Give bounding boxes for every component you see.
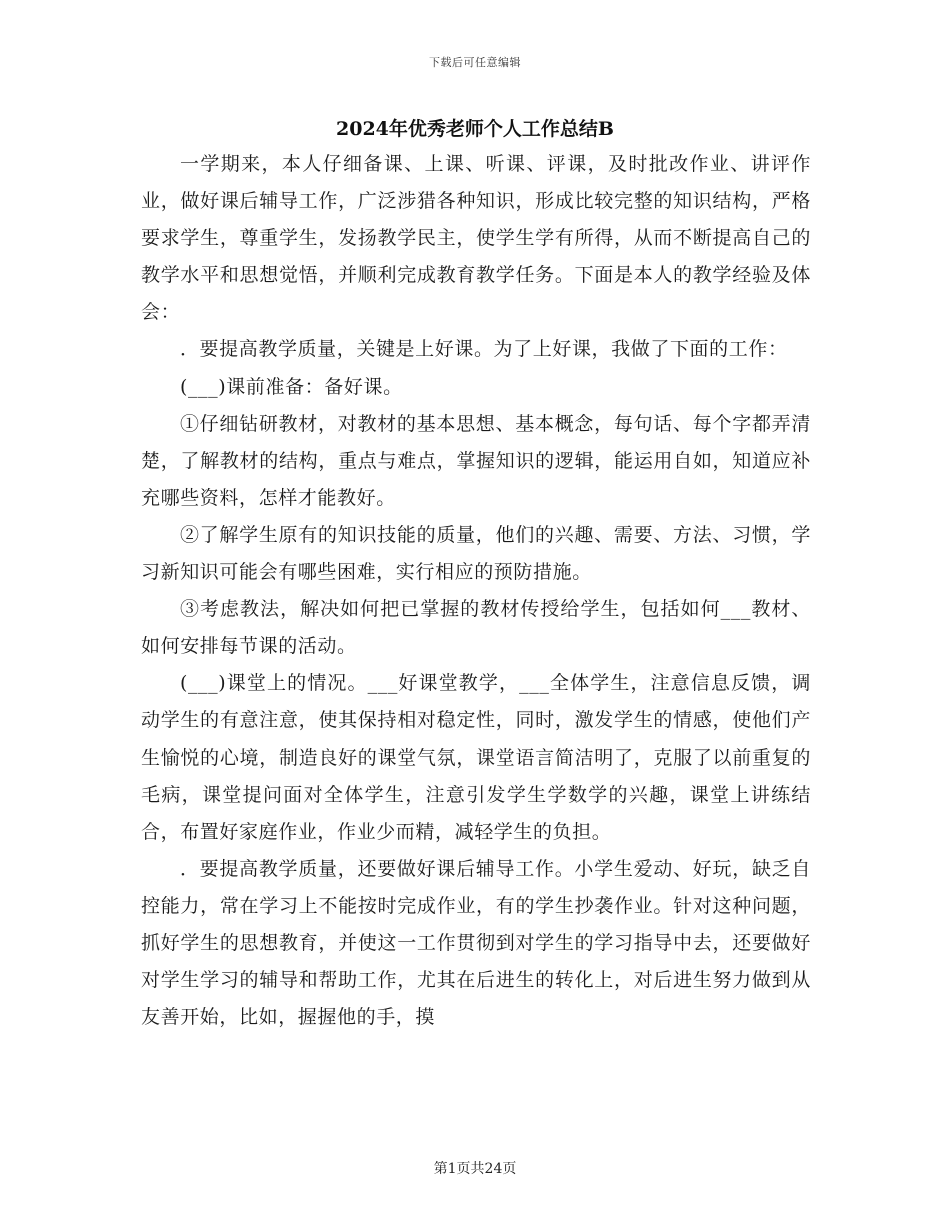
paragraph-item-2: ②了解学生原有的知识技能的质量，他们的兴趣、需要、方法、习惯，学习新知识可能会有哪些困难，实行相应的预防措施。	[141, 523, 811, 584]
paragraph-section-1: ．要提高教学质量，关键是上好课。为了上好课，我做了下面的工作：	[179, 338, 788, 361]
paragraph-intro: 一学期来，本人仔细备课、上课、听课、评课，及时批改作业、讲评作业，做好课后辅导工作，广泛涉猎各种知识，形成比较完整的知识结构，严格要求学生，尊重学生，发扬教学民主，使学生学有所得，从而不断提高自己的教学水平和思想觉悟，并顺利完成教育教学任务。下面是本人的教学经验及体会：	[141, 153, 811, 324]
paragraph-section-2: ．要提高教学质量，还要做好课后辅导工作。小学生爱动、好玩，缺乏自控能力，常在学习上不能按时完成作业，有的学生抄袭作业。针对这种问题，抓好学生的思想教育，并使这一工作贯彻到对学生的学习指导中去，还要做好对学生学习的辅导和帮助工作，尤其在后进生的转化上，对后进生努力做到从友善开始，比如，握握他的手，摸	[141, 857, 811, 1029]
paragraph-subsection-prep: (___)课前准备：备好课。	[179, 375, 403, 398]
header-note: 下载后可任意编辑	[429, 56, 521, 69]
document-body	[141, 146, 811, 1036]
page-number-footer: 第1页共24页	[433, 1161, 517, 1177]
paragraph-item-3: ③考虑教法，解决如何把已掌握的教材传授给学生，包括如何___教材、如何安排每节课的活动。	[141, 598, 811, 658]
paragraph-item-1: ①仔细钻研教材，对教材的基本思想、基本概念，每句话、每个字都弄清楚，了解教材的结构，重点与难点，掌握知识的逻辑，能运用自如，知道应补充哪些资料，怎样才能教好。	[141, 412, 811, 509]
paragraph-subsection-classroom: (___)课堂上的情况。___好课堂教学，___全体学生，注意信息反馈，调动学生的有意注意，使其保持相对稳定性，同时，激发学生的情感，使他们产生愉悦的心境，制造良好的课堂气氛，课堂语言简洁明了，克服了以前重复的毛病，课堂提问面对全体学生，注意引发学生学数学的兴趣，课堂上讲练结合，布置好家庭作业，作业少而精，减轻学生的负担。	[141, 672, 811, 843]
document-title: 2024年优秀老师个人工作总结B	[336, 118, 614, 140]
